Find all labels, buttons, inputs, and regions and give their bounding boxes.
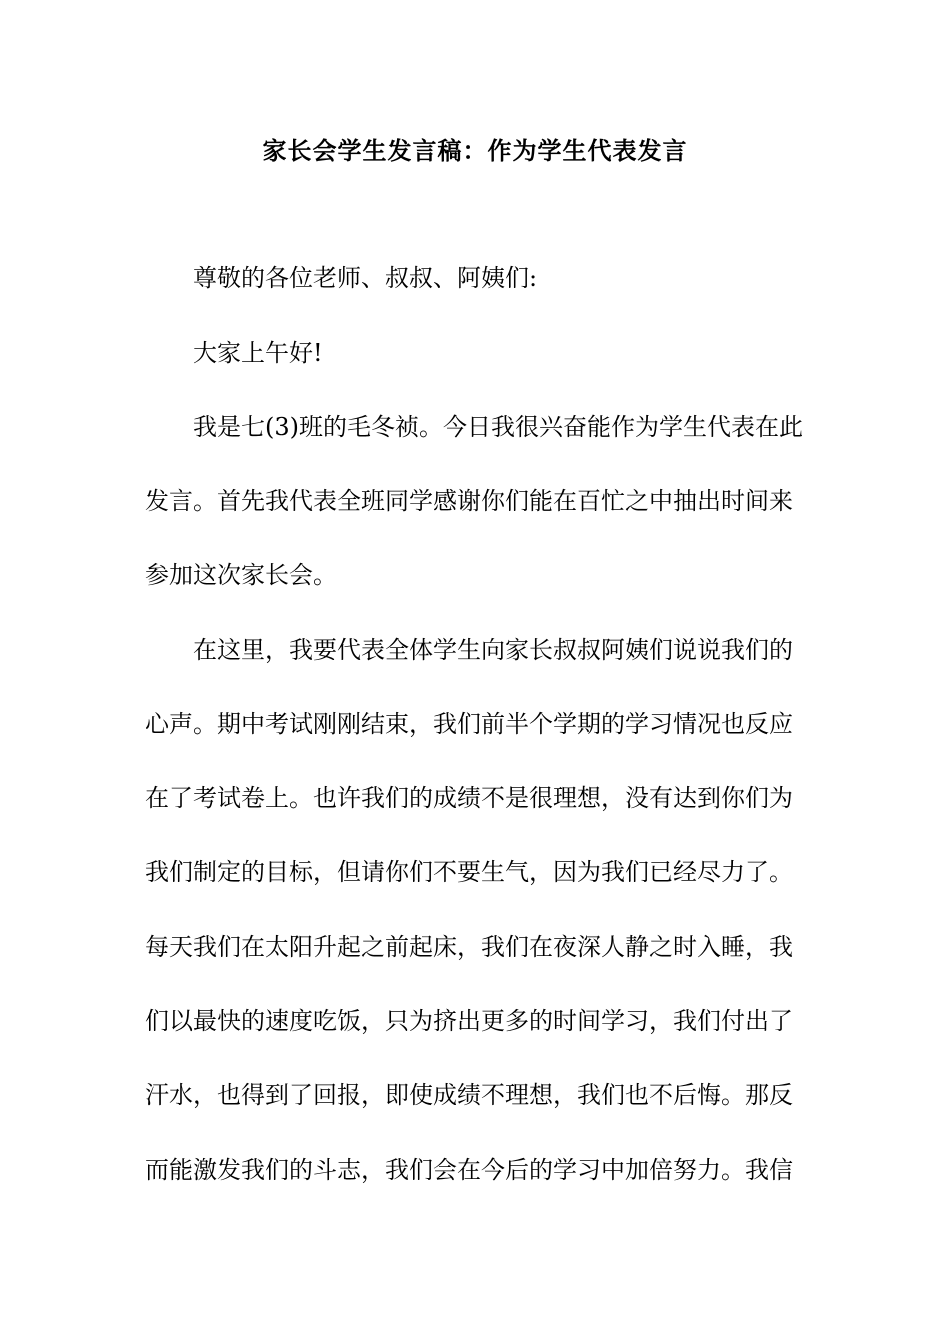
paragraph-line: 发言。首先我代表全班同学感谢你们能在百忙之中抽出时间来 [145, 487, 793, 515]
salutation-line: 尊敬的各位老师、叔叔、阿姨们: [193, 264, 538, 292]
paragraph-line: 每天我们在太阳升起之前起床，我们在夜深人静之时入睡，我 [145, 933, 793, 961]
document-title: 家长会学生发言稿：作为学生代表发言 [262, 137, 688, 165]
paragraph-line: 在了考试卷上。也许我们的成绩不是很理想，没有达到你们为 [145, 784, 793, 812]
paragraph-line: 我们制定的目标，但请你们不要生气，因为我们已经尽力了。 [145, 858, 793, 886]
paragraph-line: 在这里，我要代表全体学生向家长叔叔阿姨们说说我们的 [193, 636, 793, 664]
paragraph-line: 我是七(3)班的毛冬祯。今日我很兴奋能作为学生代表在此 [193, 413, 803, 441]
paragraph-line: 汗水，也得到了回报，即使成绩不理想，我们也不后悔。那反 [145, 1081, 793, 1109]
greeting-line: 大家上午好! [193, 339, 323, 367]
paragraph-line: 们以最快的速度吃饭，只为挤出更多的时间学习，我们付出了 [145, 1007, 793, 1035]
paragraph-line: 参加这次家长会。 [145, 561, 337, 589]
paragraph-line: 而能激发我们的斗志，我们会在今后的学习中加倍努力。我信 [145, 1156, 793, 1184]
paragraph-line: 心声。期中考试刚刚结束，我们前半个学期的学习情况也反应 [145, 710, 793, 738]
